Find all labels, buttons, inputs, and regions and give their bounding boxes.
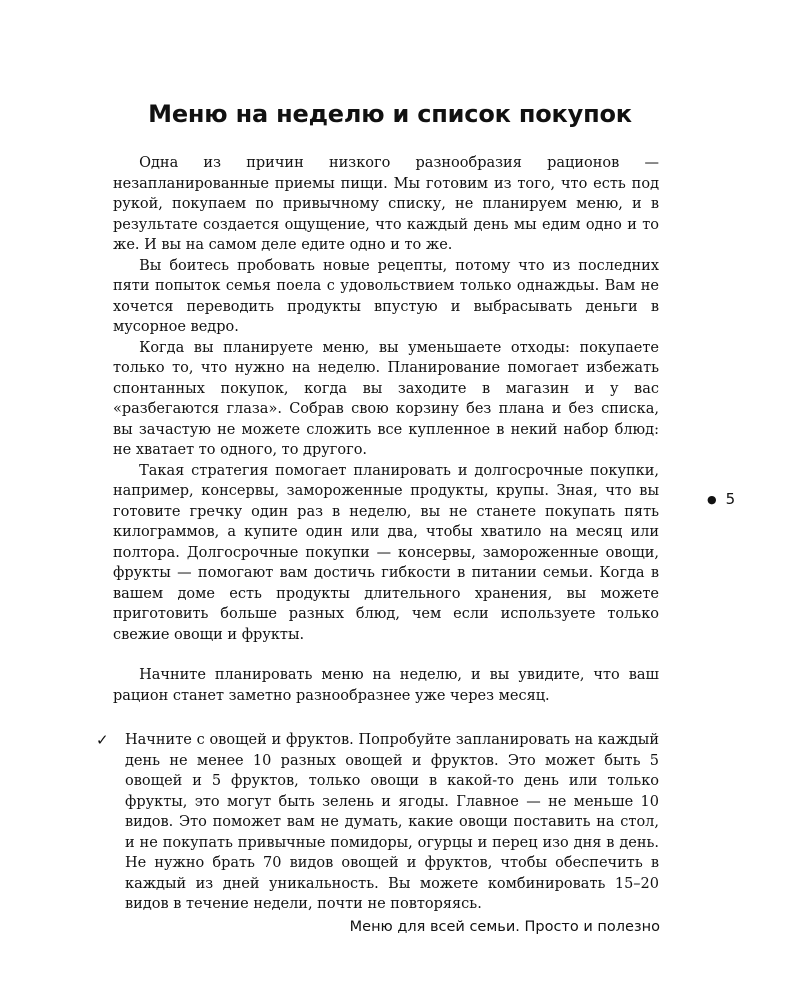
paragraph-4: Такая стратегия помогает планировать и долгосрочные покупки, например, консервы, замороженные продукты, крупы. Зная, что вы готовите гречку один раз в неделю, вы не станете покупать пять килограммов, а купите один или два, чтобы хватило на месяц или полтора. Долгосрочные покупки — консервы, замороженные овощи, фрукты — помогают вам достичь гибкости в питании семьи. Когда в вашем доме есть продукты длительного хранения, вы можете приготовить больше разных блюд, чем если используете только свежие овощи и фрукты. <box>113 462 659 643</box>
paragraph-2: Вы боитесь пробовать новые рецепты, потому что из последних пяти попыток семья поела с удовольствием только однаждьы. Вам не хочется переводить продукты впустую и выбрасывать деньги в мусорное ведро. <box>113 257 659 335</box>
running-footer: Меню для всей семьи. Просто и полезно <box>349 919 660 935</box>
body-text <box>96 153 659 915</box>
page-number: 5 <box>725 490 736 508</box>
paragraph-3: Когда вы планируете меню, вы уменьшаете отходы: покупаете только то, что нужно на неделю. Планирование помогает избежать спонтанных покупок, когда вы заходите в магазин и у вас «разбегаются глаза». Собрав свою корзину без плана и без списка, вы зачастую не можете сложить все купленное в некий набор блюд: не хватает то одного, то другого. <box>113 339 659 458</box>
tip-list-item <box>96 730 659 915</box>
page-number-marker <box>707 488 735 512</box>
page-title: Меню на неделю и список покупок <box>148 100 632 128</box>
tip-text: Начните с овощей и фруктов. Попробуйте запланировать на каждый день не менее 10 разных овощей и фруктов. Это может быть 5 овощей и 5 фруктов, только овощи в какой-то день или только фрукты, это могут быть зелень и ягоды. Главное — не меньше 10 видов. Это поможет вам не думать, какие овощи поставить на стол, и не покупать привычные помидоры, огурцы и перец изо дня в день. Не нужно брать 70 видов овощей и фруктов, чтобы обеспечить в каждый из дней уникальность. Вы можете комбинировать 15–20 видов в течение недели, почти не повторяясь. <box>125 732 659 912</box>
paragraph-5: Начните планировать меню на неделю, и вы увидите, что ваш рацион станет заметно разнообразнее уже через месяц. <box>113 667 659 704</box>
bullet-dot-icon: ● <box>707 493 717 506</box>
tip-list <box>96 730 659 915</box>
checkmark-icon: ✓ <box>96 731 109 749</box>
paragraph-1: Одна из причин низкого разнообразия рационов — незапланированные приемы пищи. Мы готовим из того, что есть под рукой, покупаем по привычному списку, не планируем меню, и в результате создается ощущение, что каждый день мы едим одно и то же. И вы на самом деле едите одно и то же. <box>113 155 659 253</box>
